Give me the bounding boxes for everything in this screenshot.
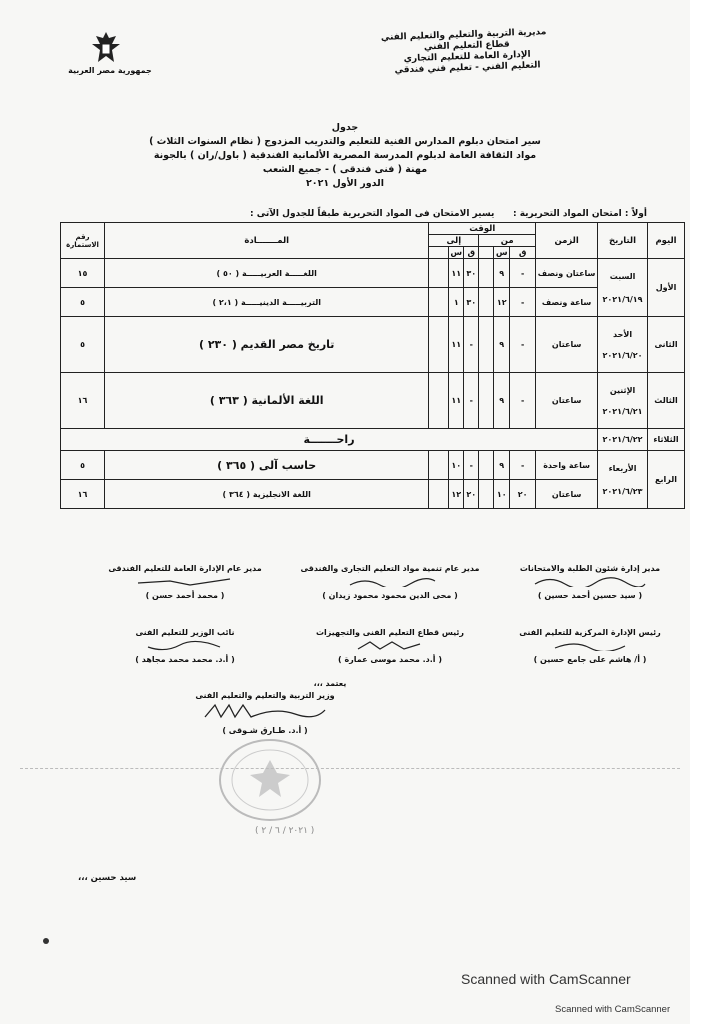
from-s: ٩ <box>494 451 510 480</box>
empty-cell <box>479 480 494 509</box>
day-cell: الرابع <box>648 451 685 509</box>
republic-caption: جمهورية مصر العربية <box>68 66 152 75</box>
subject-cell: التربيـــــة الدينيـــــة ( ٢،١ ) <box>105 288 429 317</box>
from-s: ١٠ <box>494 480 510 509</box>
col-blank <box>479 247 494 259</box>
to-q: ٢٠ <box>464 480 479 509</box>
col-date: التاريخ <box>598 223 648 259</box>
col-ref: رقم الاستمارة <box>61 223 105 259</box>
from-q: ٢٠ <box>510 480 536 509</box>
from-s: ١٢ <box>494 288 510 317</box>
from-s: ٩ <box>494 317 510 373</box>
signature-block <box>280 564 500 600</box>
ref-cell: ٥ <box>61 317 105 373</box>
duration-cell: ساعتان <box>536 317 598 373</box>
ministry-header <box>380 27 547 77</box>
empty-cell <box>479 451 494 480</box>
duration-cell: ساعة واحدة <box>536 451 598 480</box>
to-s: ١١ <box>449 259 464 288</box>
to-s: ١ <box>449 288 464 317</box>
document-title <box>0 121 690 191</box>
signature-title: مدير إدارة شئون الطلبة والامتحانات <box>519 564 661 573</box>
empty-cell <box>479 373 494 429</box>
ref-cell: ٥ <box>61 288 105 317</box>
title-line: سير امتحان دبلوم المدارس الفنية للتعليم والتدريب المزدوج ( نظام السنوات الثلاث ) <box>149 136 541 147</box>
date-cell: ٢٠٢١/٦/٢٢ <box>598 429 648 451</box>
header-line: قطاع التعليم الفني <box>423 39 510 53</box>
to-s: ١١ <box>449 317 464 373</box>
to-q: - <box>464 317 479 373</box>
col-subject: المـــــــادة <box>105 223 429 259</box>
date: ٢٠٢١/٦/٢٣ <box>602 486 643 496</box>
faded-line <box>20 768 680 769</box>
from-s: ٩ <box>494 259 510 288</box>
col-duration: الزمن <box>536 223 598 259</box>
empty-cell <box>429 288 449 317</box>
header-line: الإدارة العامة للتعليم التجاري <box>403 49 531 65</box>
duration-cell: ساعتان ونصف <box>536 259 598 288</box>
footer-name: سيد حسين ،،، <box>78 873 137 883</box>
signature-title: مدير عام الإدارة العامة للتعليم الفندقى <box>108 564 262 573</box>
col-s: س <box>450 247 463 258</box>
to-q: ٣٠ <box>464 259 479 288</box>
stamp-text: ( ٢٠٢١ / ٦ / ٢ ) <box>255 826 315 836</box>
date-cell <box>598 259 648 317</box>
signature-title: نائب الوزير للتعليم الفنى <box>135 628 235 637</box>
signature-block <box>90 564 280 600</box>
signature-block <box>495 564 685 600</box>
header-line: التعليم الفني - تعليم فني فندقي <box>394 60 541 76</box>
title-line: مواد الثقافة العامة لدبلوم المدرسة المصرية الألمانية الفندقية ( باول/ران ) بالجونة <box>153 150 537 161</box>
from-q: - <box>510 259 536 288</box>
subject-cell: تاريخ مصر القديم ( ٢٣٠ ) <box>105 317 429 373</box>
ref-cell: ١٥ <box>61 259 105 288</box>
weekday: الأحد <box>613 329 633 339</box>
col-s: س <box>494 247 510 259</box>
empty-cell <box>429 317 449 373</box>
date: ٢٠٢١/٦/٢٠ <box>602 350 643 360</box>
date-cell <box>598 317 648 373</box>
col-blank <box>429 247 449 259</box>
empty-cell <box>479 288 494 317</box>
section-note: يسير الامتحان فى المواد التحريرية طبقاً للجدول الآتى : <box>250 209 495 219</box>
subject-cell: اللغـــــة العربيـــــة ( ٥٠ ) <box>105 259 429 288</box>
signature-scribble-icon <box>140 639 230 651</box>
approve-label: يعتمد ،،، <box>313 679 347 688</box>
duration-cell: ساعة ونصف <box>536 288 598 317</box>
to-s: ١٠ <box>449 451 464 480</box>
date-cell <box>598 373 648 429</box>
ref-cell: ٥ <box>61 451 105 480</box>
day-cell: الأول <box>648 259 685 317</box>
minister-title: وزير التربية والتعليم والتعليم الفنى <box>195 691 335 700</box>
to-s: ١٢ <box>449 480 464 509</box>
subject-cell: اللغة الانجليزية ( ٣٦٤ ) <box>105 480 429 509</box>
col-day: اليوم <box>648 223 685 259</box>
signature-name: ( أ.د. محمد محمد مجاهد ) <box>135 655 235 664</box>
rest-cell: راحـــــــة <box>61 429 598 451</box>
weekday: السبت <box>609 271 636 281</box>
col-from: من <box>479 235 536 247</box>
title-line: الدور الأول ٢٠٢١ <box>306 178 384 189</box>
col-time: الوقت <box>429 223 536 235</box>
to-q: ٣٠ <box>464 288 479 317</box>
title-line: جدول <box>331 122 359 133</box>
duration-cell: ساعتان <box>536 480 598 509</box>
day-cell: الثالث <box>648 373 685 429</box>
title-line: مهنة ( فنى فندقى ) - جميع الشعب <box>262 164 428 175</box>
empty-cell <box>429 451 449 480</box>
ref-cell: ١٦ <box>61 480 105 509</box>
ministry-stamp-icon <box>215 735 325 825</box>
from-q: - <box>510 451 536 480</box>
empty-cell <box>479 259 494 288</box>
dot-mark <box>43 938 49 944</box>
duration-cell: ساعتان <box>536 373 598 429</box>
subject-cell: اللغة الألمانية ( ٣٦٣ ) <box>105 373 429 429</box>
minister-block <box>165 691 365 735</box>
signature-title: رئيس قطاع التعليم الفنى والتجهيزات <box>315 628 465 637</box>
signature-title: رئيس الإدارة المركزية للتعليم الفنى <box>519 628 661 637</box>
col-q: ق <box>464 247 479 259</box>
signature-name: ( أ.د. محمد موسى عمارة ) <box>338 655 442 664</box>
to-s: ١١ <box>449 373 464 429</box>
signature-scribble-icon <box>195 702 335 722</box>
header-line: مديرية التربية والتعليم والتعليم الفني <box>380 27 547 43</box>
ref-cell: ١٦ <box>61 373 105 429</box>
signature-scribble-icon <box>130 575 240 587</box>
subject-cell: حاسب آلى ( ٣٦٥ ) <box>105 451 429 480</box>
signature-scribble-icon <box>340 575 440 587</box>
weekday: الإثنين <box>609 385 636 395</box>
from-s: ٩ <box>494 373 510 429</box>
weekday: الأربعاء <box>608 463 637 473</box>
camscanner-footer: Scanned with CamScanner <box>555 1004 671 1015</box>
signature-block <box>90 628 280 664</box>
exam-schedule-table <box>60 222 685 509</box>
signature-name: ( أ/ هاشم على جامع حسين ) <box>533 655 647 664</box>
from-q: - <box>510 373 536 429</box>
to-q: - <box>464 451 479 480</box>
day-cell: الثانى <box>648 317 685 373</box>
col-to: إلى <box>429 235 479 247</box>
empty-cell <box>429 373 449 429</box>
empty-cell <box>429 259 449 288</box>
empty-cell <box>429 480 449 509</box>
signature-block <box>495 628 685 664</box>
signature-scribble-icon <box>545 639 635 651</box>
col-q: ق <box>510 247 536 259</box>
camscanner-watermark: Scanned with CamScanner <box>461 971 631 987</box>
to-q: - <box>464 373 479 429</box>
date-cell <box>598 451 648 509</box>
date: ٢٠٢١/٦/٢١ <box>602 406 643 416</box>
signature-name: ( سيد حسين أحمد حسين ) <box>537 591 643 600</box>
section-label: أولاً : امتحان المواد التحريرية : <box>512 209 647 219</box>
signature-block <box>280 628 500 664</box>
from-q: - <box>510 288 536 317</box>
signature-scribble-icon <box>530 575 650 587</box>
signature-name: ( محمد أحمد حسن ) <box>145 591 225 600</box>
from-q: - <box>510 317 536 373</box>
signature-scribble-icon <box>350 639 430 651</box>
empty-cell <box>479 317 494 373</box>
date: ٢٠٢١/٦/١٩ <box>602 294 643 304</box>
day-cell: الثلاثاء <box>648 429 685 451</box>
signature-name: ( محى الدين محمود محمود زيدان ) <box>322 591 458 600</box>
signature-title: مدير عام تنمية مواد التعليم التجارى والفندقى <box>300 564 480 573</box>
minister-name: ( أ.د. طـارق شـوقى ) <box>222 726 308 735</box>
